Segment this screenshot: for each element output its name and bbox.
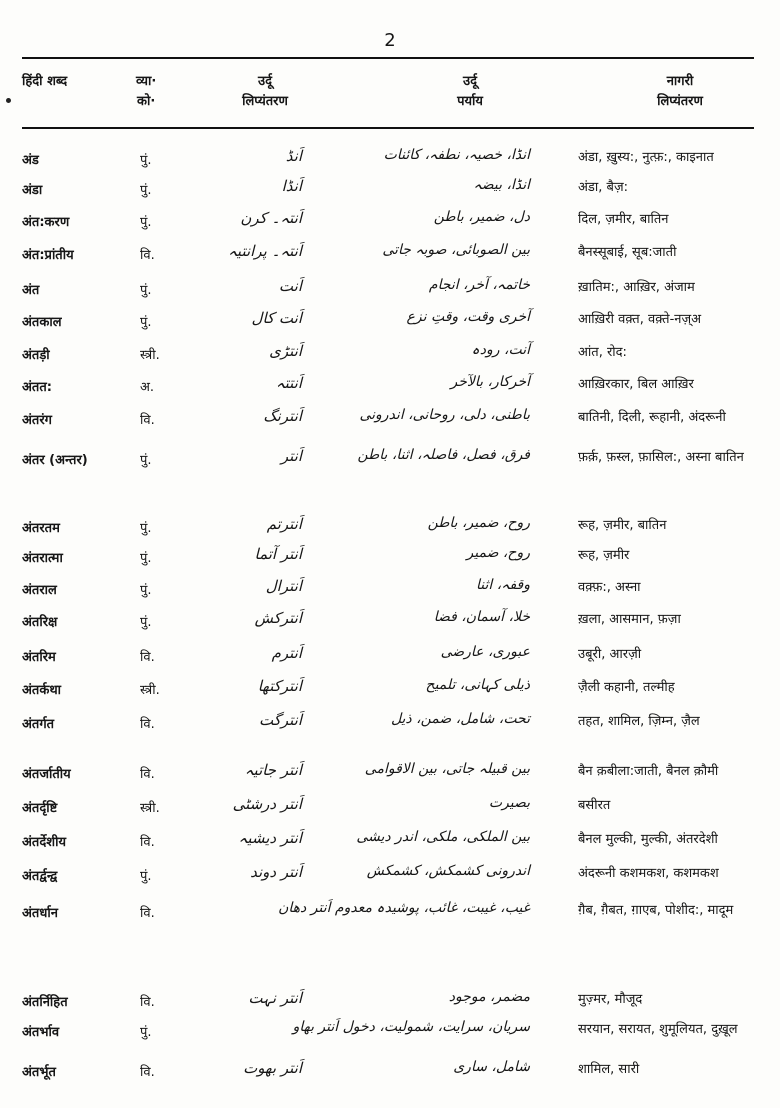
headword: अंत: [22, 283, 40, 298]
urdu-transliteration: اَنڈ: [285, 147, 302, 165]
headword: अंतर्कथा: [22, 683, 62, 698]
entry-row: [0, 277, 780, 310]
nagari-transliteration: आख़िरकार, बिल आख़िर: [578, 377, 694, 392]
urdu-transliteration: اَنتر جاتیہ: [244, 761, 302, 779]
urdu-synonyms: وقفہ، اثنا: [476, 577, 530, 593]
nagari-transliteration: बैनल मुल्की, मुल्की, अंतरदेशी: [578, 832, 718, 847]
grammar-tag: पुं.: [140, 283, 152, 298]
headword: अंतरिम: [22, 650, 56, 665]
grammar-tag: पुं.: [140, 521, 152, 536]
headword: अंतरिक्ष: [22, 615, 58, 630]
nagari-transliteration: आंत, रोद:: [578, 345, 627, 360]
col-header-nagari: [630, 72, 730, 112]
entry-row: [0, 1059, 780, 1092]
entry-row: [0, 447, 780, 480]
urdu-transliteration: اَنترم: [271, 644, 302, 662]
entry-row: [0, 342, 780, 375]
urdu-synonyms: بین قبیلہ جاتی، بین الاقوامی: [364, 761, 530, 777]
headword: अंतत:: [22, 380, 52, 395]
entry-row: [0, 177, 780, 210]
urdu-synonyms: بین الصوبائی، صوبہ جاتی: [382, 242, 530, 258]
headword: अंतर्जातीय: [22, 767, 71, 782]
urdu-transliteration: اَنترتم: [266, 515, 302, 533]
grammar-tag: अ.: [140, 380, 155, 395]
urdu-transliteration: اَنتر درشٹی: [232, 795, 302, 813]
urdu-transliteration: اَنتر دیشیہ: [238, 829, 302, 847]
nagari-transliteration: ख़ला, आसमान, फ़ज़ा: [578, 612, 681, 627]
header-label: पर्याय: [457, 94, 483, 109]
headword: अंतर्गत: [22, 717, 55, 732]
grammar-tag: स्त्री.: [140, 683, 160, 698]
headword: अंतकाल: [22, 315, 62, 330]
urdu-synonyms: مضمر، موجود: [448, 989, 530, 1005]
nagari-transliteration: सरयान, सरायत, शुमूलियत, दुख़ूल: [578, 1022, 738, 1037]
grammar-tag: वि.: [140, 906, 155, 921]
urdu-synonyms: باطنی، دلی، روحانی، اندرونی: [359, 407, 530, 423]
ink-speck: [6, 98, 11, 103]
urdu-synonyms: غیب، غیبت، غائب، پوشیدہ معدوم اَنتر دھان: [278, 900, 530, 916]
grammar-tag: वि.: [140, 995, 155, 1010]
urdu-transliteration: اَنت: [278, 277, 302, 295]
nagari-transliteration: बैनस्सूबाई, सूब:जाती: [578, 245, 677, 260]
urdu-synonyms: انڈا، خصیہ، نطفہ، کائنات: [383, 147, 530, 163]
page-number: 2: [384, 30, 396, 51]
grammar-tag: पुं.: [140, 183, 152, 198]
header-label: को·: [137, 94, 156, 109]
grammar-tag: वि.: [140, 1065, 155, 1080]
grammar-tag: वि.: [140, 767, 155, 782]
urdu-synonyms: دل، ضمیر، باطن: [433, 209, 530, 225]
headword: अंतर्भूत: [22, 1065, 56, 1080]
entry-row: [0, 644, 780, 677]
headword: अंतरंग: [22, 413, 52, 428]
header-top-rule: [22, 57, 754, 59]
entry-row: [0, 761, 780, 794]
entry-row: [0, 577, 780, 610]
entry-row: [0, 795, 780, 828]
urdu-transliteration: اَنتر: [280, 447, 302, 465]
header-label: नागरी: [666, 74, 694, 89]
nagari-transliteration: शामिल, सारी: [578, 1062, 640, 1077]
urdu-transliteration: اَنترکتھا: [257, 677, 302, 695]
nagari-transliteration: तहत, शामिल, ज़िम्न, ज़ैल: [578, 714, 700, 729]
headword: अंतरात्मा: [22, 551, 63, 566]
grammar-tag: स्त्री.: [140, 348, 160, 363]
nagari-transliteration: ज़ैली कहानी, तल्मीह: [578, 680, 675, 695]
entry-row: [0, 677, 780, 710]
header-label: हिंदी शब्द: [22, 74, 68, 89]
urdu-transliteration: اَنترال: [265, 577, 302, 595]
urdu-transliteration: اَنترگت: [258, 711, 302, 729]
urdu-synonyms: تحت، شامل، ضمن، ذیل: [390, 711, 530, 727]
nagari-transliteration: बसीरत: [578, 798, 611, 813]
urdu-transliteration: اَنتہ۔ پرانتیہ: [228, 242, 302, 260]
urdu-synonyms: سریان، سرایت، شمولیت، دخول اَنتر بھاو: [292, 1019, 530, 1035]
entry-row: [0, 242, 780, 275]
nagari-transliteration: अंडा, ख़ुस्य:, नुत्फ़:, काइनात: [578, 150, 714, 165]
entry-row: [0, 900, 780, 933]
grammar-tag: पुं.: [140, 615, 152, 630]
grammar-tag: पुं.: [140, 215, 152, 230]
entry-row: [0, 374, 780, 407]
nagari-transliteration: रूह, ज़मीर: [578, 548, 630, 563]
entry-row: [0, 863, 780, 896]
grammar-tag: स्त्री.: [140, 801, 160, 816]
headword: अंतर्धान: [22, 906, 58, 921]
urdu-transliteration: اَنتر بھوت: [243, 1059, 302, 1077]
headword: अंतराल: [22, 583, 57, 598]
urdu-synonyms: ذیلی کہانی، تلمیح: [425, 677, 530, 693]
headword: अंतर्देशीय: [22, 835, 66, 850]
headword: अंतर्द्वन्द्व: [22, 869, 58, 884]
urdu-synonyms: خاتمہ، آخر، انجام: [428, 277, 530, 293]
urdu-transliteration: اَنڈا: [281, 177, 302, 195]
nagari-transliteration: फ़र्क़, फ़स्ल, फ़ासिल:, अस्ना बातिन: [578, 450, 744, 465]
grammar-tag: पुं.: [140, 1025, 152, 1040]
urdu-synonyms: روح، ضمیر، باطن: [427, 515, 530, 531]
headword: अंतर्दृष्टि: [22, 801, 58, 816]
urdu-transliteration: اَنت کال: [251, 309, 302, 327]
nagari-transliteration: ग़ैब, ग़ैबत, ग़ाएब, पोशीद:, मादूम: [578, 903, 734, 918]
entry-row: [0, 609, 780, 642]
headword: अंतरतम: [22, 521, 60, 536]
nagari-transliteration: बैन क़बीला:जाती, बैनल क़ौमी: [578, 764, 719, 779]
headword: अंतर्भाव: [22, 1025, 60, 1040]
grammar-tag: पुं.: [140, 315, 152, 330]
col-header-urdu-translit: [215, 72, 315, 112]
nagari-transliteration: मुज़्मर, मौजूद: [578, 992, 643, 1007]
urdu-transliteration: اَنتہ۔ کرن: [240, 209, 302, 227]
urdu-transliteration: اَنترنگ: [263, 407, 302, 425]
grammar-tag: पुं.: [140, 153, 152, 168]
nagari-transliteration: बातिनी, दिली, रूहानी, अंदरूनी: [578, 410, 726, 425]
entry-row: [0, 711, 780, 744]
headword: अंतड़ी: [22, 348, 50, 363]
nagari-transliteration: अंडा, बैज़:: [578, 180, 628, 195]
headword: अंतर्निहित: [22, 995, 68, 1010]
headword: अंत:करण: [22, 215, 70, 230]
nagari-transliteration: आख़िरी वक़्त, वक़्ते-नज़्अ: [578, 312, 702, 327]
urdu-synonyms: اندرونی کشمکش، کشمکش: [366, 863, 530, 879]
grammar-tag: वि.: [140, 413, 155, 428]
urdu-transliteration: اَنتر دوند: [250, 863, 302, 881]
grammar-tag: वि.: [140, 650, 155, 665]
grammar-tag: पुं.: [140, 869, 152, 884]
urdu-transliteration: اَنتڑی: [269, 342, 302, 360]
urdu-synonyms: فرق، فصل، فاصلہ، اثنا، باطن: [357, 447, 530, 463]
entry-row: [0, 407, 780, 440]
header-bottom-rule: [22, 127, 754, 129]
urdu-transliteration: اَنتتہ: [275, 374, 302, 392]
header-label: व्या·: [136, 74, 157, 89]
headword: अंत:प्रांतीय: [22, 248, 74, 263]
urdu-synonyms: خلا، آسمان، فضا: [433, 609, 530, 625]
header-label: उर्दू: [257, 74, 273, 89]
entry-row: [0, 545, 780, 578]
entry-row: [0, 1019, 780, 1052]
urdu-transliteration: اَنتر آتما: [254, 545, 302, 563]
entry-row: [0, 829, 780, 862]
nagari-transliteration: वक़्फ़:, अस्ना: [578, 580, 641, 595]
grammar-tag: वि.: [140, 717, 155, 732]
nagari-transliteration: अंदरूनी कशमकश, कशमकश: [578, 866, 719, 881]
urdu-synonyms: انڈا، بیضہ: [473, 177, 530, 193]
nagari-transliteration: रूह, ज़मीर, बातिन: [578, 518, 667, 533]
header-label: उर्दू: [462, 74, 478, 89]
entry-row: [0, 209, 780, 242]
urdu-synonyms: شامل، ساری: [453, 1059, 530, 1075]
urdu-synonyms: بین الملکی، ملکی، اندر دیشی: [356, 829, 530, 845]
urdu-synonyms: عبوری، عارضی: [440, 644, 530, 660]
grammar-tag: पुं.: [140, 453, 152, 468]
nagari-transliteration: ख़ातिम:, आख़िर, अंजाम: [578, 280, 695, 295]
urdu-transliteration: اَنترکش: [254, 609, 302, 627]
nagari-transliteration: उबूरी, आरज़ी: [578, 647, 642, 662]
urdu-synonyms: بصیرت: [488, 795, 530, 811]
grammar-tag: पुं.: [140, 551, 152, 566]
urdu-synonyms: آنت، رودہ: [471, 342, 530, 358]
grammar-tag: वि.: [140, 835, 155, 850]
col-header-grammar: [136, 72, 156, 112]
header-label: लिप्यंतरण: [242, 94, 288, 109]
urdu-synonyms: روح، ضمیر: [466, 545, 530, 561]
entry-row: [0, 309, 780, 342]
urdu-synonyms: آخری وقت، وقتِ نزع: [406, 309, 530, 325]
urdu-synonyms: آخرکار، بالآخر: [450, 374, 530, 390]
headword: अंतर (अन्तर): [22, 453, 88, 468]
nagari-transliteration: दिल, ज़मीर, बातिन: [578, 212, 669, 227]
headword: अंडा: [22, 183, 43, 198]
headword: अंड: [22, 153, 39, 168]
urdu-transliteration: اَنتر نہت: [248, 989, 302, 1007]
grammar-tag: पुं.: [140, 583, 152, 598]
grammar-tag: वि.: [140, 248, 155, 263]
col-header-urdu-synonym: [420, 72, 520, 112]
col-header-hindi-word: [22, 72, 67, 92]
header-label: लिप्यंतरण: [657, 94, 703, 109]
